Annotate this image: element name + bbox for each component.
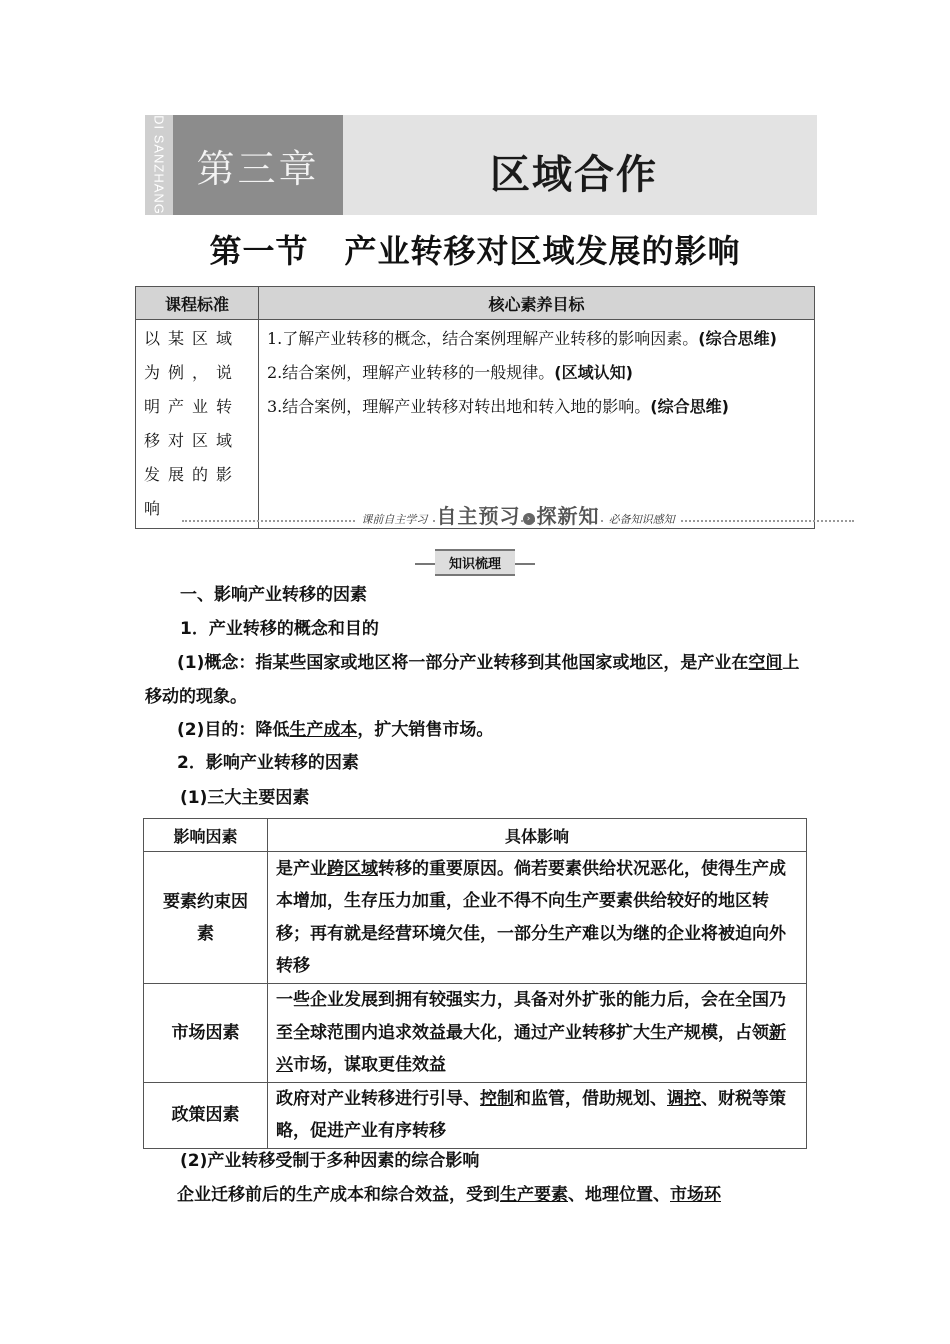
factor-table [143, 818, 807, 1149]
section-title [0, 226, 950, 272]
chapter-label: 第三章 [196, 146, 320, 191]
table-header: 课程标准 [136, 287, 259, 320]
table-row [144, 984, 807, 1083]
course-standard-cell: 以某区域为例，说明产业转移对区域发展的影响 [136, 320, 259, 529]
goal-item: 2.结合案例，理解产业转移的一般规律。(区域认知) [267, 363, 633, 382]
section-number: 第一节 [209, 232, 309, 270]
section-divider [182, 500, 854, 528]
banner-side-strip [145, 115, 173, 215]
chevron-right-icon: › [523, 513, 535, 525]
chapter-banner [145, 115, 817, 215]
heading-1-1: 1．产业转移的概念和目的 [180, 619, 379, 639]
table-row [144, 1082, 807, 1148]
last-paragraph: 企业迁移前后的生产成本和综合效益，受到生产要素、地理位置、市场环 [177, 1185, 721, 1205]
factor-detail: 是产业跨区域转移的重要原因。倘若要素供给状况恶化，使得生产成本增加，生存压力加重，企业不得不向生产要素供给较好的地区转移；再有就是经营环境欠佳，一部分生产难以为继的企业将被迫向外转移 [268, 852, 807, 984]
sub-heading-1: (1)三大主要因素 [180, 788, 310, 808]
chapter-title: 区域合作 [490, 151, 658, 198]
standards-table [135, 286, 815, 529]
chapter-label-box [173, 115, 343, 215]
factor-detail: 一些企业发展到拥有较强实力，具备对外扩张的能力后，会在全国乃至全球范围内追求效益最大化，通过产业转移扩大生产规模，占领新兴市场，谋取更佳效益 [268, 984, 807, 1083]
concept-paragraph: (1)概念：指某些国家或地区将一部分产业转移到其他国家或地区，是产业在空间上移动的现象。 [145, 653, 800, 707]
heading-1: 一、影响产业转移的因素 [180, 585, 367, 605]
divider-left-small: 课前自主学习 [357, 513, 431, 526]
table-header: 具体影响 [268, 819, 807, 852]
section-name: 产业转移对区域发展的影响 [344, 232, 741, 270]
divider-big-right: 探新知 [536, 504, 600, 528]
factor-detail: 政府对产业转移进行引导、控制和监管，借助规划、调控、财税等策略，促进产业有序转移 [268, 1082, 807, 1148]
divider-right-small: 必备知识感知 [605, 513, 679, 526]
heading-1-2: 2．影响产业转移的因素 [177, 753, 359, 773]
goal-item: 1.了解产业转移的概念，结合案例理解产业转移的影响因素。(综合思维) [267, 329, 777, 348]
knowledge-tag [0, 549, 950, 576]
banner-side-text: DI SANZHANG [151, 115, 167, 215]
factor-name: 要素约束因素 [144, 852, 268, 984]
table-row [144, 852, 807, 984]
knowledge-tag-label: 知识梳理 [435, 549, 515, 576]
goal-item: 3.结合案例，理解产业转移对转出地和转入地的影响。(综合思维) [267, 397, 729, 416]
core-goals-cell [259, 320, 815, 529]
factor-name: 政策因素 [144, 1082, 268, 1148]
sub-heading-2: (2)产业转移受制于多种因素的综合影响 [180, 1151, 480, 1171]
divider-big-left: 自主预习 [436, 504, 521, 528]
factor-name: 市场因素 [144, 984, 268, 1083]
table-header: 影响因素 [144, 819, 268, 852]
table-header: 核心素养目标 [259, 287, 815, 320]
purpose-paragraph: (2)目的：降低生产成本，扩大销售市场。 [177, 720, 494, 740]
